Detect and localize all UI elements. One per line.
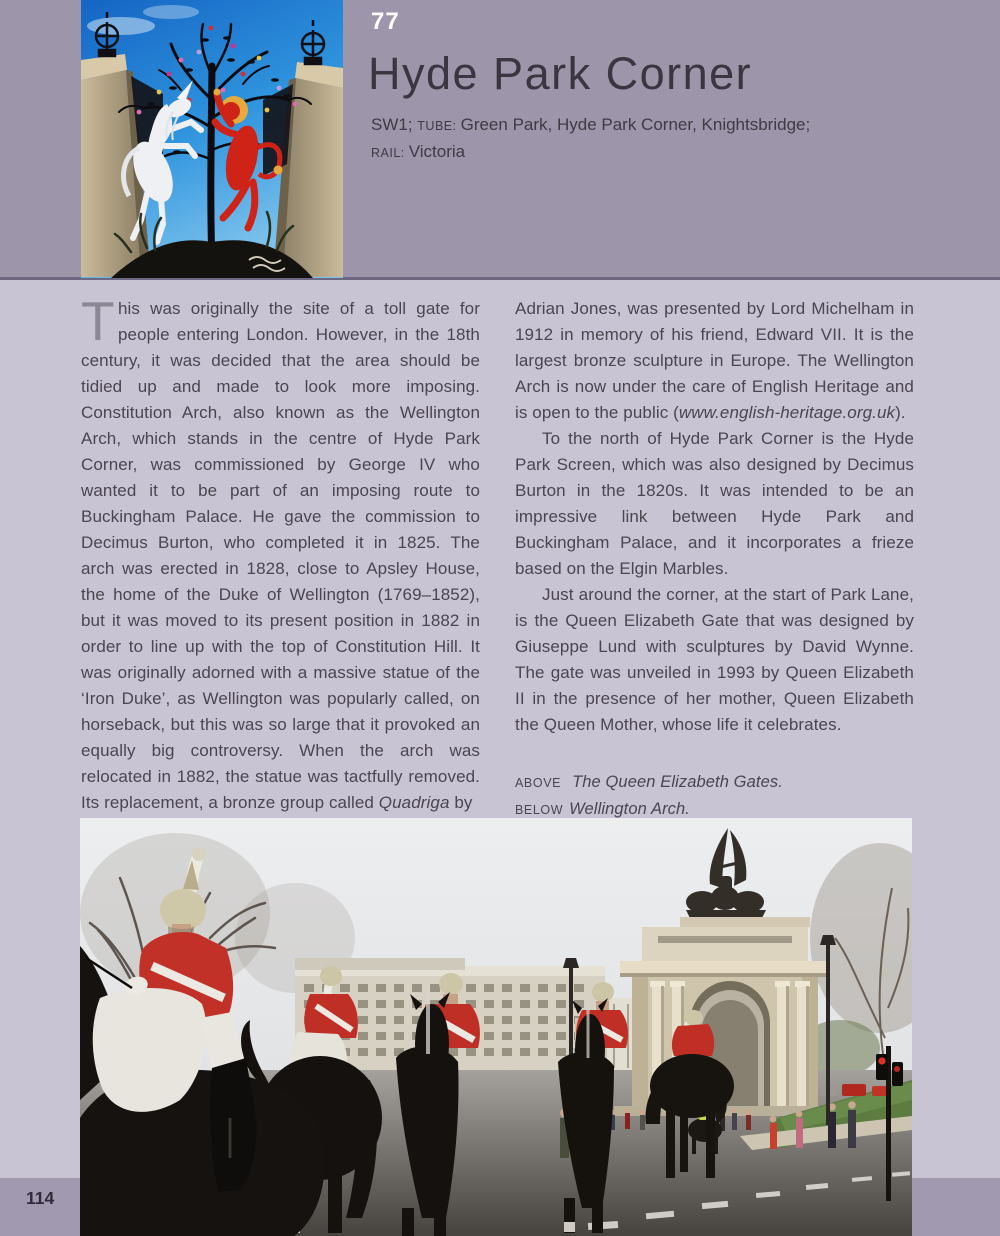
paragraph-1-continued: Adrian Jones, was presented by Lord Michelham in 1912 in memory of his friend, Edward VII. It is the largest bronze sculpture in Europe. The Wellington Arch is now under the care of English Heritage and is open to the public (www.english-heritage.org.uk). xyxy=(515,299,914,422)
paragraph-3: Just around the corner, at the start of Park Lane, is the Queen Elizabeth Gate that was designed by Giuseppe Lund with sculptures by David Wynne. The gate was unveiled in 1993 by Queen Elizabeth II in the presence of her mother, Queen Elizabeth the Queen Mother, whose life it celebrates. xyxy=(515,585,914,734)
page-number: 114 xyxy=(26,1188,55,1208)
italic-quadriga: Quadriga xyxy=(378,793,450,812)
rail-station: Victoria xyxy=(408,142,466,161)
caption-below-label: BELOW xyxy=(515,803,564,817)
transit-info xyxy=(371,112,931,166)
caption-above-text: The Queen Elizabeth Gates. xyxy=(572,773,783,791)
photo-captions xyxy=(515,769,914,823)
transit-area: SW1; xyxy=(371,115,418,134)
tube-stations: Green Park, Hyde Park Corner, Knightsbridge; xyxy=(460,115,811,134)
caption-below-text: Wellington Arch. xyxy=(569,800,690,818)
paragraph-1: This was originally the site of a toll gate for people entering London. However, in the 18th century, it was decided that the area should be tidied up and made to look more imposing. Constitution Arch, also known as the Wellington Arch, which stands in the centre of Hyde Park Corner, was commissioned by George IV who wanted it to be part of an imposing route to Buckingham Palace. He gave the commission to Decimus Burton, who completed it in 1825. The arch was erected in 1828, close to Apsley House, the home of the Duke of Wellington (1769–1852), but it was moved to its present position in 1882 in order to line up with the top of Constitution Hill. It was originally adorned with a massive statue of the ‘Iron Duke’, as Wellington was popularly called, on horseback, but this was so large that it provoked an equally big controversy. When the arch was relocated in 1882, the statue was tactfully removed. Its replacement, a bronze group called Quadriga by xyxy=(81,290,480,812)
entry-number: 77 xyxy=(371,8,400,35)
drop-cap: T xyxy=(81,290,115,352)
caption-above xyxy=(515,769,914,796)
gate-photo xyxy=(81,0,343,278)
article-column-left xyxy=(81,290,480,816)
main-photo xyxy=(80,818,912,1236)
tube-label: TUBE: xyxy=(417,119,461,133)
article-column-right xyxy=(515,296,914,823)
caption-above-label: ABOVE xyxy=(515,776,562,790)
italic-url: www.english-heritage.org.uk xyxy=(678,403,896,422)
paragraph-2: To the north of Hyde Park Corner is the Hyde Park Screen, which was also designed by Decimus Burton in the 1820s. It was intended to be an impressive link between Hyde Park and Buckingham Palace, and it incorporates a frieze based on the Elgin Marbles. xyxy=(515,429,914,578)
page-title: Hyde Park Corner xyxy=(368,48,753,99)
rail-label: RAIL: xyxy=(371,146,409,160)
